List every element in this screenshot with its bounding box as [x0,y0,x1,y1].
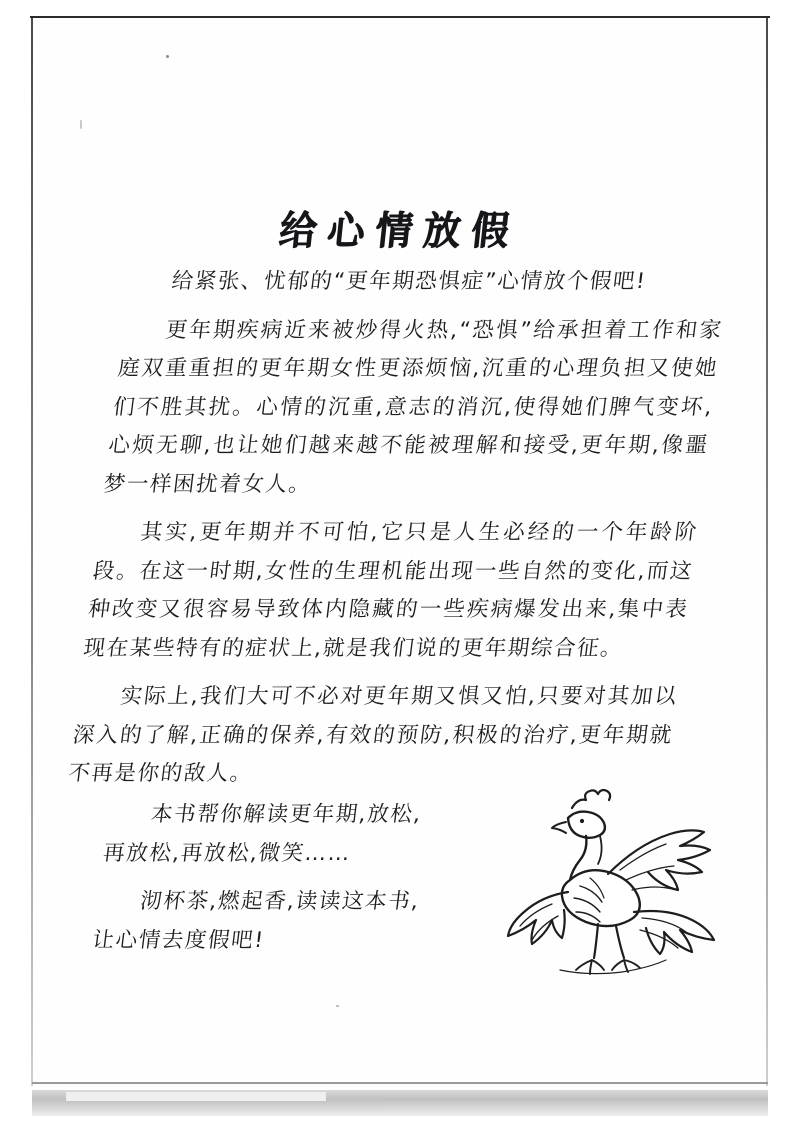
paragraph: 给紧张、忧郁的“更年期恐惧症”心情放个假吧! [170,269,648,294]
body-text [65,263,731,800]
scan-edge-right [766,18,768,1086]
scan-edge-left [31,18,33,1086]
paragraph: 更年期疾病近来被炒得火热,“恐惧”给承担着工作和家庭双重重担的更年期女性更添烦恼,沉重的心理负担又使她们不胜其扰。心情的沉重,意志的消沉,使得她们脾气变坏,心烦无聊,也让她们越来越不能被理解和接受,更年期,像噩梦一样困扰着女人。 [102,317,725,497]
scan-edge-top [30,16,770,18]
scan-speck [80,120,82,129]
scan-speck [166,55,169,58]
page-title: 给心情放假 [277,207,523,254]
closing-text-block [86,796,711,996]
paragraph: 本书帮你解读更年期,放松,再放松,再放松,微笑…… [101,802,424,866]
paragraph: 其实,更年期并不可怕,它只是人生必经的一个年龄阶段。在这一时期,女性的生理机能出现一些自然的变化,而这种改变又很容易导致体内隐藏的一些疾病爆发出来,集中表现在某些特有的症状上,就是我们说的更年期综合征。 [82,520,700,661]
scan-edge-bottom [32,1082,768,1084]
page-content-area [36,20,764,1080]
paragraph: 沏杯茶,燃起香,读读这本书,让心情去度假吧! [91,889,422,953]
scan-speck [336,1005,339,1007]
illustration-reserve [426,796,711,996]
paragraph: 实际上,我们大可不必对更年期又惧又怕,只要对其加以深入的了解,正确的保养,有效的预防,积极的治疗,更年期就不再是你的敌人。 [66,684,680,786]
scan-bottom-shadow [32,1090,768,1116]
page-footer-blank [36,1020,764,1070]
